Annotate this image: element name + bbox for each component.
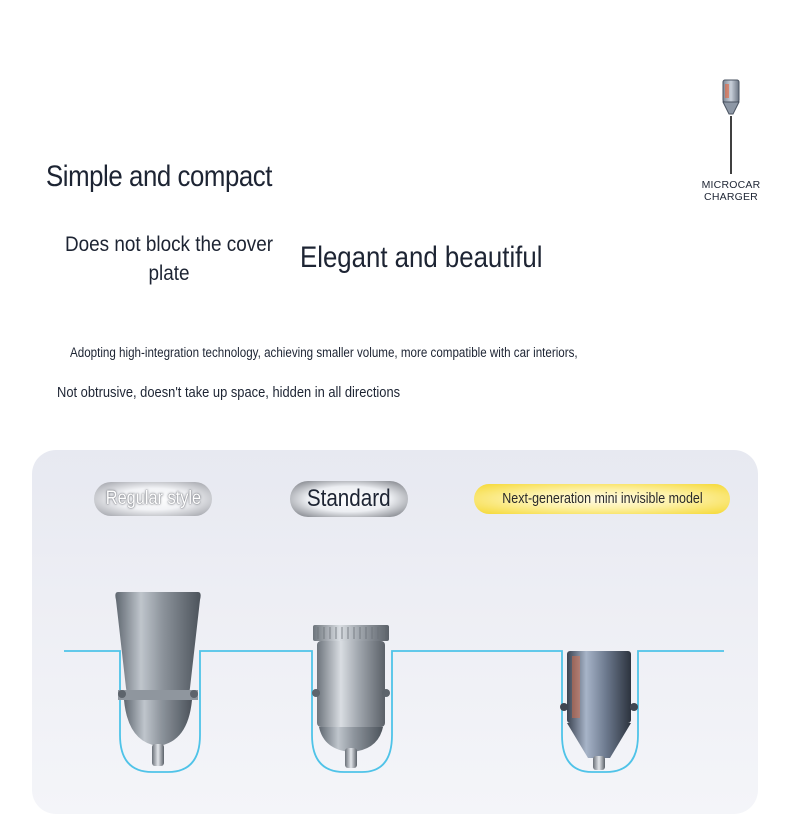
description-line-1: Adopting high-integration technology, achieving smaller volume, more compatible with car interiors, [70, 345, 578, 360]
comparison-panel [32, 450, 758, 814]
badge-line-2: CHARGER [704, 191, 758, 203]
microcar-charger-badge [696, 72, 766, 207]
mini-charger-icon [560, 651, 638, 770]
feature-left-text: Does not block the cover plate [64, 233, 274, 285]
badge-line-1: MICROCAR [701, 179, 761, 191]
next-gen-label: Next-generation mini invisible model [474, 484, 730, 514]
charger-comparison-illustration [32, 450, 758, 814]
description-line-2: Not obtrusive, doesn't take up space, hidden in all directions [57, 384, 401, 401]
regular-charger-icon [115, 592, 200, 766]
regular-style-label: Regular style [94, 482, 212, 516]
standard-charger-icon [312, 625, 390, 768]
feature-right-text: Elegant and beautiful [300, 241, 543, 274]
headline: Simple and compact [46, 160, 273, 193]
mini-charger-icon [696, 72, 766, 182]
standard-label: Standard [290, 481, 408, 517]
